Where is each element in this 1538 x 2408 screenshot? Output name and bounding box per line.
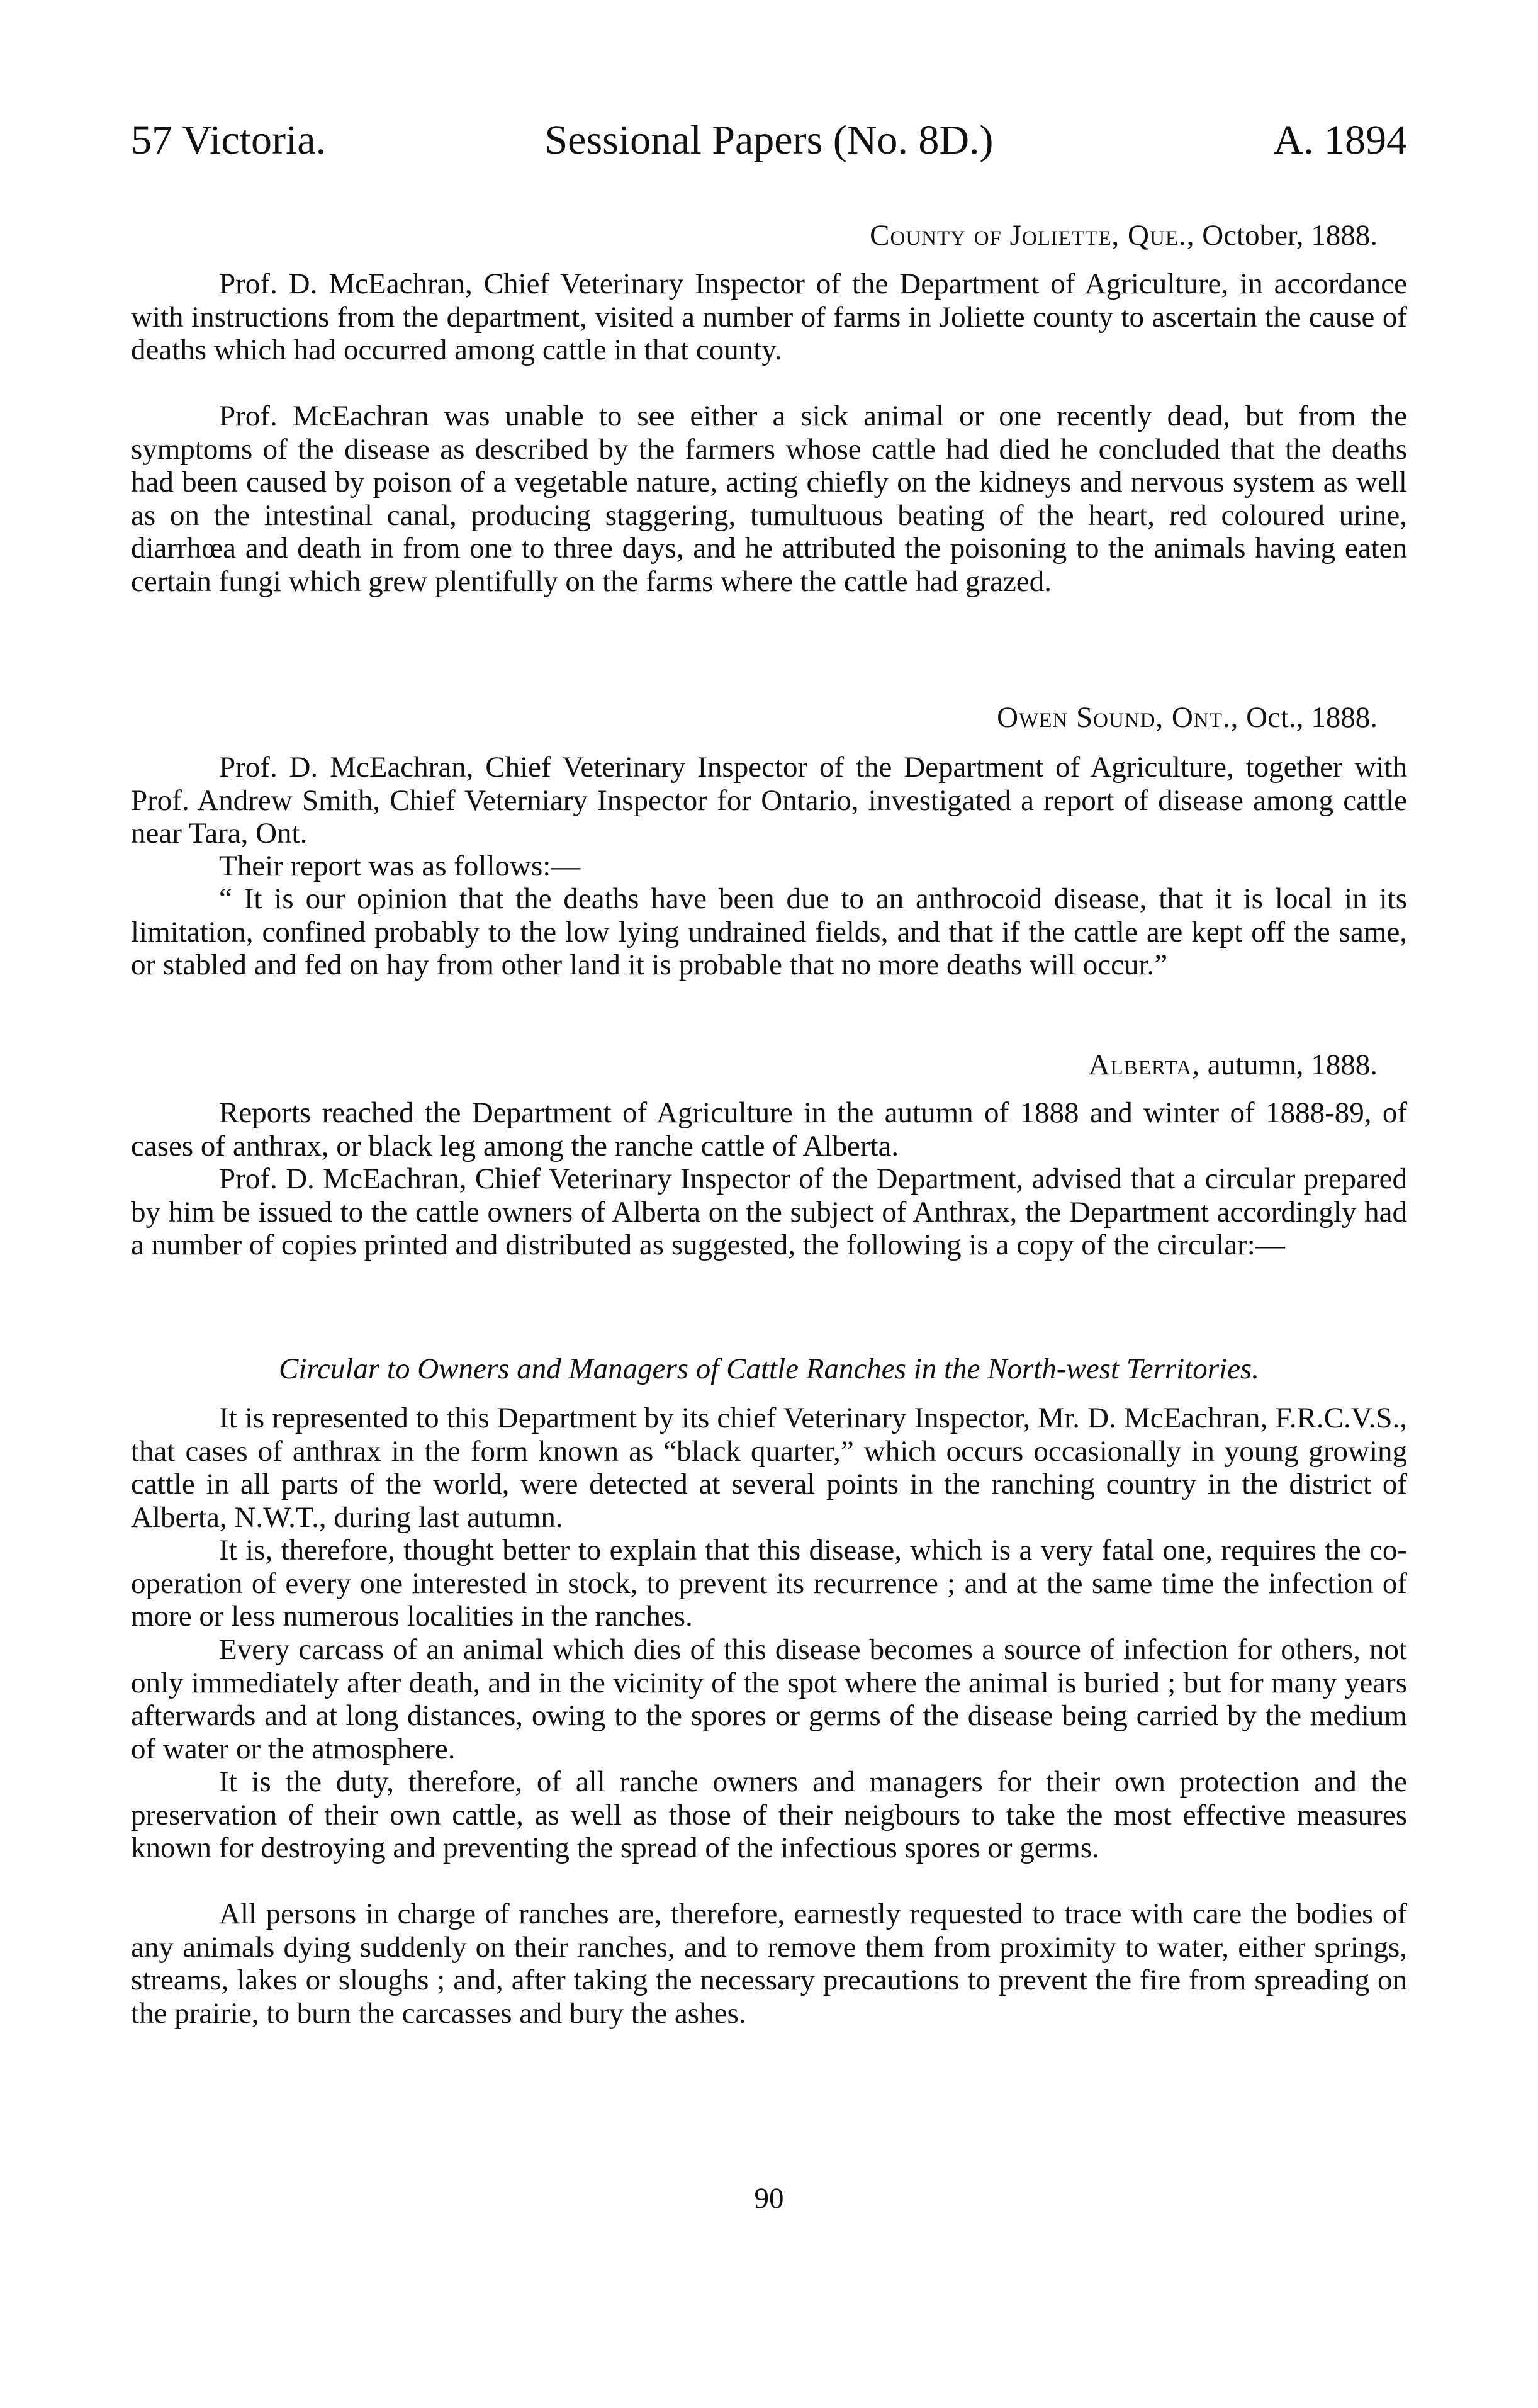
- dateline-joliette: [870, 217, 1378, 254]
- quoted-report: “ It is our opinion that the deaths have been due to an anthrocoid disease, that it is local in its limitation, confined probably to the low lying undrained fields, and that if the cattle are kept off the same, or stabled and fed on hay from other land it is probable that no more deaths will occur.”: [131, 882, 1407, 981]
- paragraph: It is the duty, therefore, of all ranche owners and managers for their own protection and the preservation of their own cattle, as well as those of their neigbours to take the most effective measures known for destroying and preventing the spread of the infectious spores or germs.: [131, 1765, 1407, 1864]
- paragraph: All persons in charge of ranches are, therefore, earnestly requested to trace with care the bodies of any animals dying suddenly on their ranches, and to remove them from proximity to water, either springs, streams, lakes or sloughs ; and, after taking the necessary precautions to prevent the fire from spreading on the prairie, to burn the carcasses and bury the ashes.: [131, 1898, 1407, 2030]
- page-number: 90: [754, 2182, 784, 2215]
- paragraph: Prof. D. McEachran, Chief Veterinary Inspector of the Department of Agriculture, in accordance with instructions from the department, visited a number of farms in Joliette county to ascertain the cause of deaths which had occurred among cattle in that county.: [131, 267, 1407, 366]
- dateline-alberta: [1089, 1046, 1378, 1084]
- report-intro: Their report was as follows:—: [219, 850, 581, 882]
- running-header: [131, 112, 1407, 169]
- paragraph: It is, therefore, thought better to explain that this disease, which is a very fatal one, requires the co-operation of every one interested in stock, to prevent its recurrence ; and at the same time the infection of more or less numerous localities in the ranches.: [131, 1534, 1407, 1633]
- dateline-date: autumn, 1888.: [1200, 1049, 1378, 1081]
- paragraph: Prof. D. McEachran, Chief Veterinary Inspector of the Department, advised that a circular prepared by him be issued to the cattle owners of Alberta on the subject of Anthrax, the Department accordingly had a number of copies printed and distributed as suggested, the following is a copy of the circular:—: [131, 1162, 1407, 1261]
- dateline-place: Alberta,: [1088, 1049, 1201, 1081]
- paragraph: Prof. McEachran was unable to see either a sick animal or one recently dead, but from the symptoms of the disease as described by the farmers whose cattle had died he concluded that the deaths had been caused by poison of a vegetable nature, acting chiefly on the kidneys and nervous system as well as on the intestinal canal, producing staggering, tumultuous beating of the heart, red coloured urine, diarrhœa and death in from one to three days, and he attributed the poisoning to the animals having eaten certain fungi which grew plentifully on the farms where the cattle had grazed.: [131, 400, 1407, 598]
- circular-title: Circular to Owners and Managers of Cattle Ranches in the North-west Territories.: [279, 1353, 1259, 1385]
- header-year: A. 1894: [1273, 117, 1407, 163]
- paragraph: Prof. D. McEachran, Chief Veterinary Inspector of the Department of Agriculture, together with Prof. Andrew Smith, Chief Veterniary Inspector for Ontario, investigated a report of disease among cattle near Tara, Ont.: [131, 751, 1407, 850]
- dateline-place: Owen Sound, Ont.,: [997, 701, 1239, 734]
- paragraph: Every carcass of an animal which dies of this disease becomes a source of infection for others, not only immediately after death, and in the vicinity of the spot where the animal is buried ; but for many years afterwards and at long distances, owing to the spores or germs of the disease being carried by the medium of water or the atmosphere.: [131, 1633, 1407, 1765]
- header-session: 57 Victoria.: [131, 117, 327, 163]
- paragraph: It is represented to this Department by its chief Veterinary Inspector, Mr. D. McEachran, F.R.C.V.S., that cases of anthrax in the form known as “black quarter,” which occurs occasionally in young growing cattle in all parts of the world, were detected at several points in the ranching country in the district of Alberta, N.W.T., during last autumn.: [131, 1402, 1407, 1534]
- paragraph: Reports reached the Department of Agriculture in the autumn of 1888 and winter of 1888-89, of cases of anthrax, or black leg among the ranche cattle of Alberta.: [131, 1096, 1407, 1162]
- dateline-owen-sound: [997, 699, 1378, 736]
- dateline-date: Oct., 1888.: [1238, 701, 1378, 734]
- dateline-date: October, 1888.: [1194, 219, 1378, 252]
- dateline-place: County of Joliette, Que.,: [870, 219, 1195, 252]
- header-title: Sessional Papers (No. 8D.): [544, 117, 994, 163]
